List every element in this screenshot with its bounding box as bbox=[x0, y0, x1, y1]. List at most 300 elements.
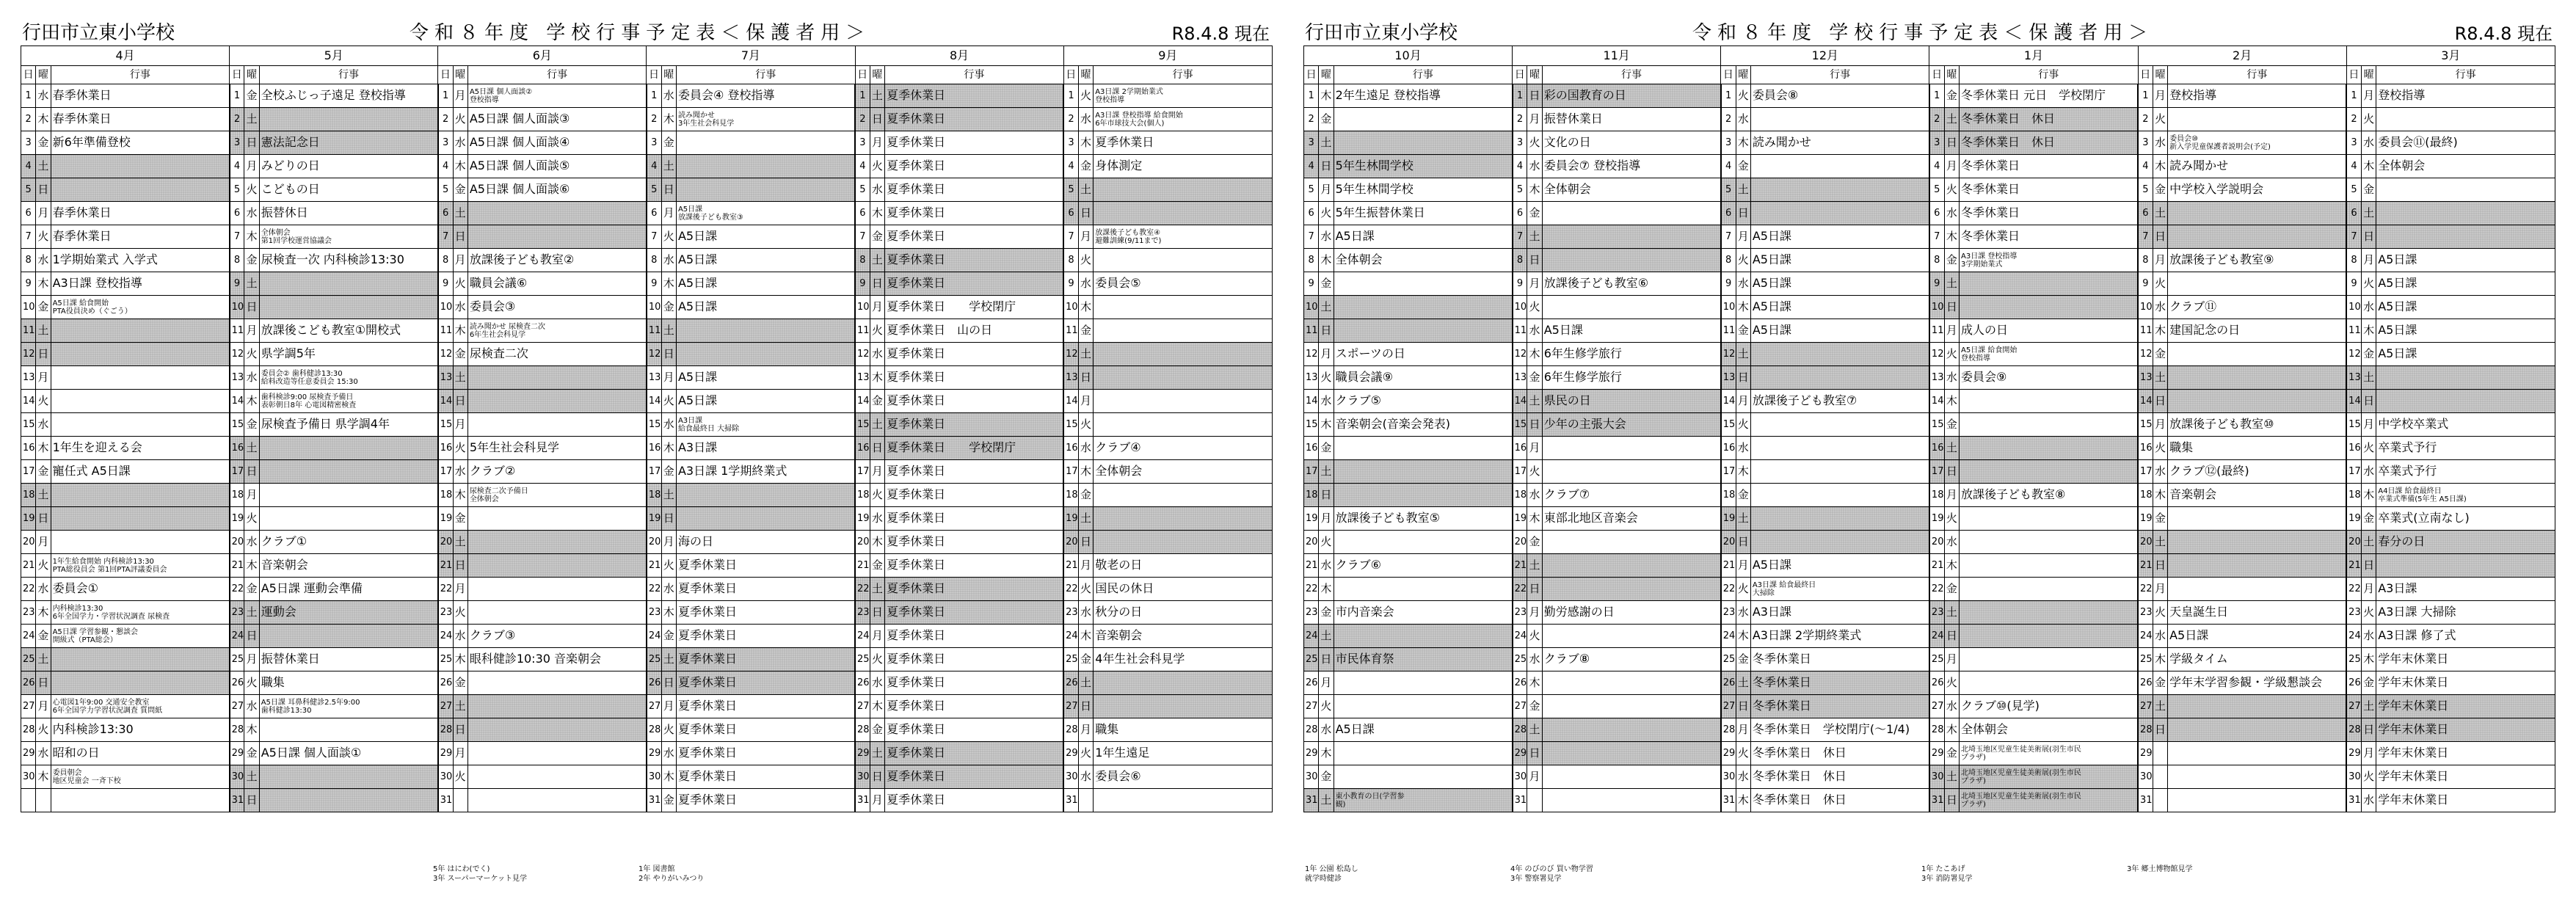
table-row bbox=[21, 789, 1273, 812]
event-cell bbox=[1542, 671, 1721, 695]
weekday-cell: 金 bbox=[244, 578, 259, 601]
event-cell bbox=[467, 718, 647, 742]
weekday-cell: 水 bbox=[661, 249, 676, 272]
event-cell: A5日課 bbox=[1750, 319, 1929, 343]
day-cell: 12 bbox=[230, 343, 244, 366]
day-cell: 4 bbox=[1063, 155, 1078, 178]
event-cell: A3日課 登校指導 3学期始業式 bbox=[1959, 249, 2138, 272]
weekday-cell: 日 bbox=[1527, 249, 1542, 272]
day-cell: 4 bbox=[21, 155, 36, 178]
weekday-cell: 金 bbox=[2153, 671, 2167, 695]
event-cell bbox=[1542, 296, 1721, 319]
day-cell: 15 bbox=[1929, 413, 1944, 437]
weekday-cell: 金 bbox=[870, 718, 884, 742]
weekday-cell: 火 bbox=[870, 648, 884, 671]
event-cell bbox=[1094, 319, 1273, 343]
weekday-cell: 月 bbox=[1944, 155, 1959, 178]
day-cell: 6 bbox=[438, 202, 453, 225]
day-cell: 29 bbox=[1304, 742, 1319, 765]
weekday-cell: 水 bbox=[1078, 272, 1093, 296]
weekday-cell: 火 bbox=[244, 178, 259, 202]
weekday-cell: 金 bbox=[661, 625, 676, 648]
event-cell bbox=[259, 272, 438, 296]
day-cell: 9 bbox=[1063, 272, 1078, 296]
weekday-cell: 土 bbox=[2153, 202, 2167, 225]
weekday-cell: 月 bbox=[2361, 413, 2376, 437]
weekday-cell: 水 bbox=[1527, 155, 1542, 178]
event-cell bbox=[2168, 695, 2347, 718]
column-header-day: 日 bbox=[1304, 66, 1319, 84]
day-cell: 16 bbox=[230, 437, 244, 460]
event-cell: 委員会⑥ bbox=[1094, 765, 1273, 789]
weekday-cell: 月 bbox=[661, 695, 676, 718]
day-cell: 9 bbox=[855, 272, 870, 296]
weekday-cell: 日 bbox=[870, 601, 884, 625]
weekday-cell: 金 bbox=[453, 671, 467, 695]
table-row bbox=[1304, 531, 2555, 554]
event-cell: 尿検査予備日 県学調4年 bbox=[259, 413, 438, 437]
day-cell: 7 bbox=[1929, 225, 1944, 249]
day-cell: 23 bbox=[1721, 601, 1736, 625]
day-cell: 22 bbox=[647, 578, 661, 601]
event-cell bbox=[2168, 202, 2347, 225]
weekday-cell: 水 bbox=[1944, 531, 1959, 554]
weekday-cell: 月 bbox=[244, 155, 259, 178]
schedule-sheet-right bbox=[1303, 13, 2555, 887]
event-cell: 冬季休業日 休日 bbox=[1959, 131, 2138, 155]
event-cell bbox=[2168, 718, 2347, 742]
weekday-cell: 土 bbox=[1319, 789, 1334, 812]
day-cell: 27 bbox=[1929, 695, 1944, 718]
weekday-cell: 日 bbox=[36, 671, 51, 695]
column-header-event: 行事 bbox=[1750, 66, 1929, 84]
weekday-cell: 火 bbox=[2153, 108, 2167, 131]
event-cell bbox=[676, 507, 855, 531]
weekday-cell: 土 bbox=[1944, 601, 1959, 625]
day-cell: 27 bbox=[1063, 695, 1078, 718]
day-cell: 10 bbox=[1721, 296, 1736, 319]
day-cell: 3 bbox=[855, 131, 870, 155]
day-cell: 24 bbox=[1721, 625, 1736, 648]
weekday-cell: 金 bbox=[36, 131, 51, 155]
weekday-cell: 火 bbox=[661, 718, 676, 742]
day-cell: 19 bbox=[1929, 507, 1944, 531]
event-cell bbox=[1094, 695, 1273, 718]
weekday-cell: 水 bbox=[1078, 108, 1093, 131]
weekday-cell: 金 bbox=[661, 296, 676, 319]
weekday-cell: 日 bbox=[244, 131, 259, 155]
day-cell: 27 bbox=[1513, 695, 1527, 718]
day-cell: 2 bbox=[2138, 108, 2153, 131]
column-header-day: 日 bbox=[21, 66, 36, 84]
weekday-cell: 日 bbox=[661, 343, 676, 366]
event-cell: A5日課 bbox=[1542, 319, 1721, 343]
day-cell: 20 bbox=[647, 531, 661, 554]
day-cell: 20 bbox=[2346, 531, 2361, 554]
weekday-cell: 金 bbox=[1944, 413, 1959, 437]
day-cell: 20 bbox=[230, 531, 244, 554]
event-cell: A5日課 bbox=[1750, 225, 1929, 249]
weekday-cell: 月 bbox=[1944, 484, 1959, 507]
day-cell: 20 bbox=[1063, 531, 1078, 554]
day-cell: 1 bbox=[1304, 84, 1319, 108]
event-cell: A3日課 2学期終業式 bbox=[1750, 625, 1929, 648]
day-cell: 1 bbox=[1721, 84, 1736, 108]
event-cell bbox=[259, 789, 438, 812]
day-cell: 25 bbox=[1929, 648, 1944, 671]
event-cell: 夏季休業日 bbox=[676, 742, 855, 765]
weekday-cell: 日 bbox=[1736, 531, 1750, 554]
weekday-cell: 土 bbox=[870, 742, 884, 765]
day-cell: 9 bbox=[1513, 272, 1527, 296]
day-cell: 18 bbox=[2346, 484, 2361, 507]
column-header-weekday: 曜 bbox=[453, 66, 467, 84]
weekday-cell: 月 bbox=[244, 319, 259, 343]
weekday-cell: 日 bbox=[870, 108, 884, 131]
weekday-cell: 土 bbox=[2153, 366, 2167, 390]
event-cell: 心電図1年9:00 交通安全教室 6年全国学力学習状況調査 質問紙 bbox=[51, 695, 230, 718]
weekday-cell: 金 bbox=[2153, 507, 2167, 531]
weekday-cell: 金 bbox=[244, 84, 259, 108]
weekday-cell: 月 bbox=[453, 413, 467, 437]
weekday-cell: 土 bbox=[244, 765, 259, 789]
weekday-cell: 火 bbox=[1736, 249, 1750, 272]
table-row bbox=[21, 413, 1273, 437]
weekday-cell: 木 bbox=[1736, 789, 1750, 812]
day-cell bbox=[21, 789, 36, 812]
event-cell bbox=[1094, 343, 1273, 366]
weekday-cell: 木 bbox=[1527, 507, 1542, 531]
day-cell: 15 bbox=[855, 413, 870, 437]
day-cell: 10 bbox=[647, 296, 661, 319]
weekday-cell: 土 bbox=[1736, 671, 1750, 695]
event-cell: 卒業式(立南なし) bbox=[2376, 507, 2555, 531]
weekday-cell: 土 bbox=[870, 578, 884, 601]
event-cell: 委員会④ 登校指導 bbox=[676, 84, 855, 108]
day-cell: 1 bbox=[2138, 84, 2153, 108]
weekday-cell: 月 bbox=[2361, 249, 2376, 272]
school-name: 行田市立東小学校 bbox=[22, 22, 175, 44]
column-header-weekday: 曜 bbox=[2361, 66, 2376, 84]
day-cell: 8 bbox=[2346, 249, 2361, 272]
day-cell: 6 bbox=[21, 202, 36, 225]
weekday-cell: 火 bbox=[870, 484, 884, 507]
day-cell: 26 bbox=[438, 671, 453, 695]
event-cell: A5日課 bbox=[676, 366, 855, 390]
weekday-cell: 金 bbox=[1527, 366, 1542, 390]
event-cell: A5日課 運動会準備 bbox=[259, 578, 438, 601]
day-cell: 14 bbox=[1721, 390, 1736, 413]
day-cell: 16 bbox=[647, 437, 661, 460]
day-cell: 28 bbox=[855, 718, 870, 742]
column-header-day: 日 bbox=[230, 66, 244, 84]
table-row bbox=[21, 84, 1273, 108]
table-row bbox=[21, 131, 1273, 155]
day-cell: 4 bbox=[1929, 155, 1944, 178]
event-cell: 国民の休日 bbox=[1094, 578, 1273, 601]
weekday-cell: 日 bbox=[1527, 578, 1542, 601]
day-cell: 31 bbox=[2346, 789, 2361, 812]
event-cell bbox=[467, 390, 647, 413]
day-cell: 23 bbox=[438, 601, 453, 625]
day-cell: 5 bbox=[21, 178, 36, 202]
event-cell: 夏季休業日 bbox=[885, 507, 1064, 531]
day-cell: 12 bbox=[438, 343, 453, 366]
day-cell: 15 bbox=[647, 413, 661, 437]
column-header-event: 行事 bbox=[1542, 66, 1721, 84]
day-cell: 23 bbox=[855, 601, 870, 625]
event-cell bbox=[1959, 531, 2138, 554]
day-cell: 8 bbox=[1063, 249, 1078, 272]
event-cell: クラブ⑪ bbox=[2168, 296, 2347, 319]
weekday-cell: 木 bbox=[1736, 625, 1750, 648]
weekday-cell: 水 bbox=[2153, 131, 2167, 155]
day-cell: 24 bbox=[1063, 625, 1078, 648]
day-cell: 20 bbox=[1929, 531, 1944, 554]
day-cell: 2 bbox=[647, 108, 661, 131]
weekday-cell: 土 bbox=[1527, 554, 1542, 578]
day-cell: 3 bbox=[438, 131, 453, 155]
event-cell: A3日課 登校指導 bbox=[51, 272, 230, 296]
event-cell bbox=[1334, 131, 1513, 155]
day-cell: 3 bbox=[647, 131, 661, 155]
schedule-sheet-left bbox=[21, 13, 1273, 887]
event-cell: A5日課 bbox=[2376, 319, 2555, 343]
event-cell: 夏季休業日 学校閉庁 bbox=[885, 296, 1064, 319]
day-cell: 15 bbox=[438, 413, 453, 437]
weekday-cell bbox=[36, 789, 51, 812]
day-cell: 28 bbox=[2138, 718, 2153, 742]
event-cell bbox=[51, 531, 230, 554]
event-cell: 放課後子ども教室⑤ bbox=[1334, 507, 1513, 531]
event-cell: 音楽朝会 bbox=[259, 554, 438, 578]
event-cell: A3日課 1学期終業式 bbox=[676, 460, 855, 484]
column-header-event: 行事 bbox=[467, 66, 647, 84]
weekday-cell: 土 bbox=[661, 319, 676, 343]
event-cell bbox=[1334, 460, 1513, 484]
day-cell: 10 bbox=[438, 296, 453, 319]
weekday-cell: 火 bbox=[1078, 742, 1093, 765]
event-cell: 県民の日 bbox=[1542, 390, 1721, 413]
weekday-cell: 木 bbox=[2153, 155, 2167, 178]
day-cell: 22 bbox=[2346, 578, 2361, 601]
day-cell: 28 bbox=[2346, 718, 2361, 742]
weekday-cell: 土 bbox=[2361, 366, 2376, 390]
day-cell: 9 bbox=[21, 272, 36, 296]
weekday-cell: 木 bbox=[36, 437, 51, 460]
day-cell: 19 bbox=[647, 507, 661, 531]
event-cell bbox=[51, 507, 230, 531]
column-header-day: 日 bbox=[855, 66, 870, 84]
weekday-cell: 土 bbox=[870, 84, 884, 108]
column-header-weekday: 曜 bbox=[1078, 66, 1093, 84]
event-cell: 冬季休業日 bbox=[1750, 671, 1929, 695]
event-cell: 市民体育祭 bbox=[1334, 648, 1513, 671]
event-cell bbox=[1542, 789, 1721, 812]
weekday-cell: 金 bbox=[1319, 601, 1334, 625]
weekday-cell: 金 bbox=[1078, 155, 1093, 178]
month-footnote: 5年 はにわ(でく) 3年 スーパーマーケット見学 bbox=[433, 865, 528, 883]
day-cell: 30 bbox=[438, 765, 453, 789]
event-cell bbox=[1094, 789, 1273, 812]
event-cell: 建国記念の日 bbox=[2168, 319, 2347, 343]
weekday-cell: 金 bbox=[1944, 249, 1959, 272]
event-cell: 尿検査二次予備日 全体朝会 bbox=[467, 484, 647, 507]
weekday-cell: 日 bbox=[1736, 202, 1750, 225]
day-cell: 29 bbox=[1513, 742, 1527, 765]
event-cell: 全体朝会 bbox=[1334, 249, 1513, 272]
day-cell: 13 bbox=[230, 366, 244, 390]
weekday-cell: 日 bbox=[2361, 225, 2376, 249]
weekday-cell: 火 bbox=[453, 601, 467, 625]
weekday-cell: 日 bbox=[1078, 366, 1093, 390]
event-cell: 身体測定 bbox=[1094, 155, 1273, 178]
day-cell: 6 bbox=[647, 202, 661, 225]
column-header-weekday: 曜 bbox=[1736, 66, 1750, 84]
event-cell bbox=[2168, 272, 2347, 296]
day-cell: 26 bbox=[1721, 671, 1736, 695]
day-cell: 14 bbox=[1063, 390, 1078, 413]
weekday-cell: 土 bbox=[453, 202, 467, 225]
month-header: 11月 bbox=[1513, 46, 1721, 66]
event-cell: 夏季休業日 bbox=[885, 155, 1064, 178]
column-header-weekday: 曜 bbox=[870, 66, 884, 84]
event-cell: 寵任式 A5日課 bbox=[51, 460, 230, 484]
weekday-cell: 水 bbox=[1319, 390, 1334, 413]
weekday-cell: 水 bbox=[661, 742, 676, 765]
event-cell: 勤労感謝の日 bbox=[1542, 601, 1721, 625]
event-cell: 委員会⑪(最終) bbox=[2376, 131, 2555, 155]
day-cell: 24 bbox=[1929, 625, 1944, 648]
event-cell: A5日課 学習参観・懇談会 開級式（PTA総会） bbox=[51, 625, 230, 648]
weekday-cell: 土 bbox=[1319, 131, 1334, 155]
event-cell bbox=[1334, 296, 1513, 319]
column-header-weekday: 曜 bbox=[36, 66, 51, 84]
weekday-cell: 日 bbox=[2361, 554, 2376, 578]
day-cell: 11 bbox=[2346, 319, 2361, 343]
day-cell: 20 bbox=[1304, 531, 1319, 554]
event-cell: 冬季休業日 休日 bbox=[1959, 108, 2138, 131]
weekday-cell: 火 bbox=[453, 437, 467, 460]
event-cell bbox=[2168, 578, 2347, 601]
day-cell: 27 bbox=[1721, 695, 1736, 718]
weekday-cell: 土 bbox=[244, 601, 259, 625]
day-cell: 5 bbox=[1513, 178, 1527, 202]
weekday-cell: 火 bbox=[870, 155, 884, 178]
day-cell: 3 bbox=[230, 131, 244, 155]
weekday-cell: 木 bbox=[1527, 343, 1542, 366]
day-cell: 2 bbox=[1513, 108, 1527, 131]
day-cell: 24 bbox=[2138, 625, 2153, 648]
day-cell: 2 bbox=[1304, 108, 1319, 131]
event-cell: 内科検診13:30 bbox=[51, 718, 230, 742]
weekday-cell: 木 bbox=[1319, 249, 1334, 272]
event-cell: 北埼玉地区児童生徒美術展(羽生市民 プラザ) bbox=[1959, 742, 2138, 765]
day-cell: 4 bbox=[855, 155, 870, 178]
event-cell: 夏季休業日 bbox=[885, 249, 1064, 272]
weekday-cell: 木 bbox=[1944, 554, 1959, 578]
weekday-cell: 金 bbox=[1078, 319, 1093, 343]
day-cell: 24 bbox=[2346, 625, 2361, 648]
event-cell: A5日課 bbox=[1750, 272, 1929, 296]
day-cell: 12 bbox=[1513, 343, 1527, 366]
weekday-cell: 日 bbox=[1319, 319, 1334, 343]
event-cell: スポーツの日 bbox=[1334, 343, 1513, 366]
table-row bbox=[1304, 695, 2555, 718]
event-cell: クラブ③ bbox=[467, 625, 647, 648]
day-cell: 29 bbox=[438, 742, 453, 765]
weekday-cell: 日 bbox=[2361, 390, 2376, 413]
event-cell: 職員会議⑨ bbox=[1334, 366, 1513, 390]
weekday-cell: 月 bbox=[1319, 343, 1334, 366]
event-cell: 夏季休業日 bbox=[676, 789, 855, 812]
day-cell: 8 bbox=[1929, 249, 1944, 272]
weekday-cell: 日 bbox=[1736, 695, 1750, 718]
day-cell: 30 bbox=[1063, 765, 1078, 789]
day-cell: 5 bbox=[855, 178, 870, 202]
table-row bbox=[1304, 460, 2555, 484]
day-cell: 19 bbox=[1721, 507, 1736, 531]
event-cell bbox=[1959, 460, 2138, 484]
day-cell: 21 bbox=[1063, 554, 1078, 578]
weekday-cell: 月 bbox=[1527, 108, 1542, 131]
weekday-cell: 月 bbox=[1319, 507, 1334, 531]
day-cell: 17 bbox=[1304, 460, 1319, 484]
weekday-cell: 日 bbox=[1944, 296, 1959, 319]
weekday-cell: 火 bbox=[1736, 578, 1750, 601]
weekday-cell: 土 bbox=[1944, 272, 1959, 296]
weekday-cell: 木 bbox=[244, 718, 259, 742]
weekday-cell: 木 bbox=[1736, 131, 1750, 155]
weekday-cell: 木 bbox=[661, 437, 676, 460]
weekday-cell: 水 bbox=[36, 249, 51, 272]
weekday-cell: 水 bbox=[244, 366, 259, 390]
event-cell bbox=[2168, 531, 2347, 554]
weekday-cell: 土 bbox=[1736, 507, 1750, 531]
day-cell: 6 bbox=[855, 202, 870, 225]
event-cell bbox=[1750, 437, 1929, 460]
day-cell: 21 bbox=[21, 554, 36, 578]
weekday-cell: 水 bbox=[1078, 437, 1093, 460]
day-cell: 24 bbox=[1513, 625, 1527, 648]
weekday-cell: 木 bbox=[36, 108, 51, 131]
month-header: 2月 bbox=[2138, 46, 2346, 66]
day-cell: 28 bbox=[1721, 718, 1736, 742]
day-cell: 22 bbox=[21, 578, 36, 601]
weekday-cell: 水 bbox=[2361, 296, 2376, 319]
event-cell bbox=[259, 765, 438, 789]
event-cell: 4年生社会科見学 bbox=[1094, 648, 1273, 671]
event-cell: A5日課 bbox=[2376, 249, 2555, 272]
table-row bbox=[1304, 601, 2555, 625]
event-cell: A5日課 bbox=[676, 390, 855, 413]
weekday-cell: 水 bbox=[2153, 296, 2167, 319]
event-cell: 冬季休業日 休日 bbox=[1750, 742, 1929, 765]
day-cell: 5 bbox=[230, 178, 244, 202]
event-cell: みどりの日 bbox=[259, 155, 438, 178]
weekday-cell: 月 bbox=[1736, 718, 1750, 742]
weekday-cell: 日 bbox=[1078, 695, 1093, 718]
event-cell bbox=[676, 155, 855, 178]
day-cell: 26 bbox=[2346, 671, 2361, 695]
table-row bbox=[1304, 789, 2555, 812]
weekday-cell: 月 bbox=[36, 202, 51, 225]
day-cell: 21 bbox=[1304, 554, 1319, 578]
day-cell: 19 bbox=[2346, 507, 2361, 531]
weekday-cell: 金 bbox=[1319, 272, 1334, 296]
event-cell bbox=[1542, 202, 1721, 225]
weekday-cell: 土 bbox=[1078, 671, 1093, 695]
